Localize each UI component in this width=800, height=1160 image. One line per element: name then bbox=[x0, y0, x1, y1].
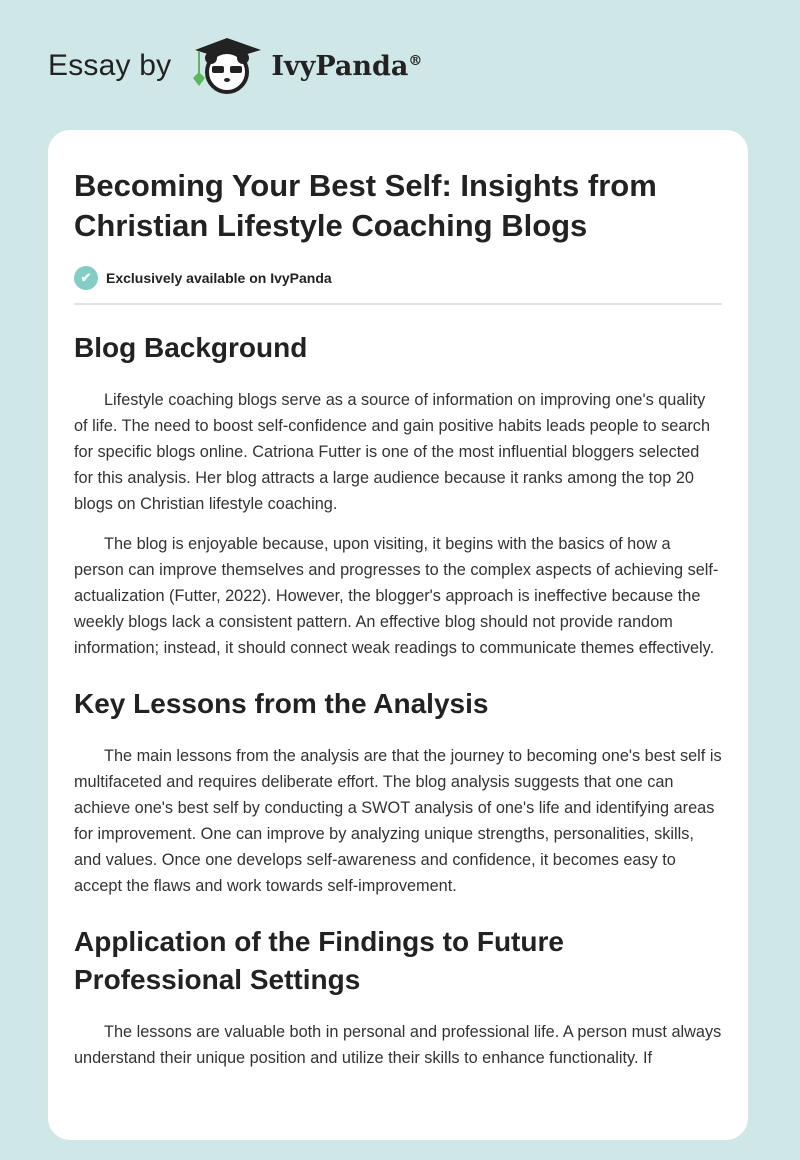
section-heading: Blog Background bbox=[74, 332, 308, 363]
section-heading: Application of the Findings to Future Professional Settings bbox=[74, 926, 564, 995]
divider bbox=[74, 303, 722, 305]
exclusive-badge bbox=[74, 266, 722, 290]
essay-title: Becoming Your Best Self: Insights from Christian Lifestyle Coaching Blogs bbox=[74, 168, 657, 243]
paragraph: Lifestyle coaching blogs serve as a source of information on improving one's quality of life. The need to boost self-confidence and gain positive habits leads people to search for specific blogs online. Catriona Futter is one of the most influential bloggers selected for this analysis. Her blog attracts a large audience because it ranks among the top 20 blogs on Christian lifestyle coaching. bbox=[74, 391, 710, 513]
brand-name[interactable]: IvyPanda® bbox=[271, 50, 423, 82]
paragraph: The blog is enjoyable because, upon visiting, it begins with the basics of how a person can improve themselves and progresses to the complex aspects of achieving self-actualization (Futter, 2022). However, the blogger's approach is ineffective because the weekly blogs lack a consistent pattern. An effective blog should not provide random information; instead, it should connect weak readings to communicate themes effectively. bbox=[74, 535, 719, 657]
essay-by-label: Essay by bbox=[48, 49, 172, 82]
essay-card bbox=[48, 130, 748, 1140]
check-circle-icon: ✔ bbox=[74, 266, 98, 290]
site-header bbox=[48, 36, 422, 96]
panda-logo-icon[interactable] bbox=[185, 36, 265, 96]
section-heading: Key Lessons from the Analysis bbox=[74, 688, 489, 719]
paragraph: The main lessons from the analysis are that the journey to becoming one's best self is multifaceted and requires deliberate effort. The blog analysis suggests that one can achieve one's best self by conducting a SWOT analysis of one's life and identifying areas for improvement. One can improve by analyzing unique strengths, personalities, skills, and values. Once one develops self-awareness and confidence, it becomes easy to accept the flaws and work towards self-improvement. bbox=[74, 747, 722, 895]
paragraph: The lessons are valuable both in personal and professional life. A person must always understand their unique position and utilize their skills to enhance functionality. If bbox=[74, 1023, 722, 1067]
badge-label: Exclusively available on IvyPanda bbox=[106, 270, 332, 286]
